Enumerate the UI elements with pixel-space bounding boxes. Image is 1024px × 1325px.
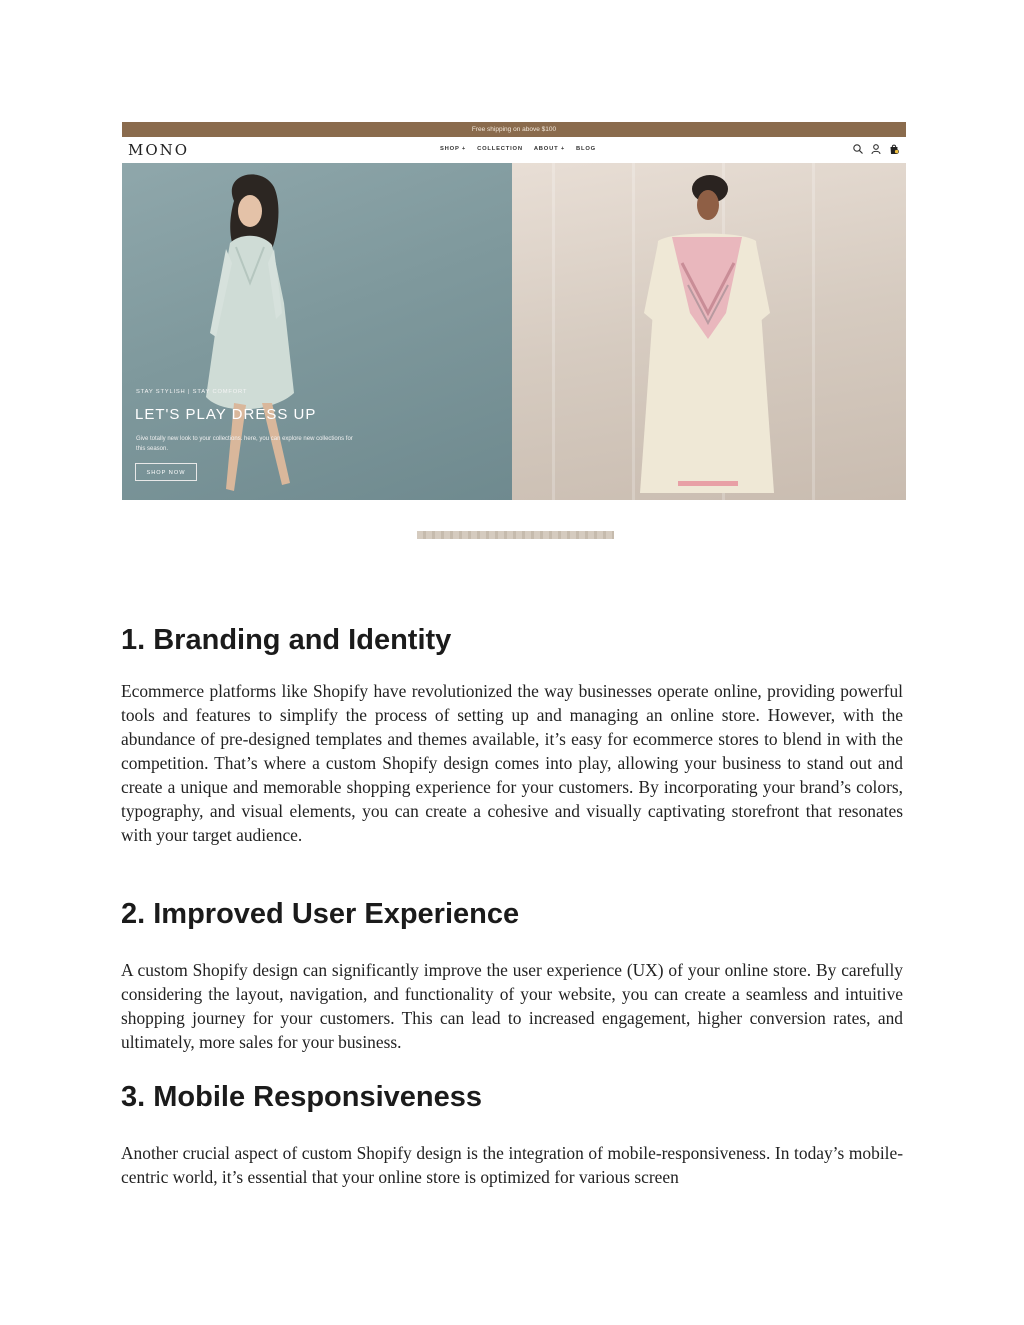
search-icon[interactable] [852, 143, 864, 155]
hero-kicker: STAY STYLISH | STAY COMFORT [136, 389, 248, 395]
section-body-user-experience: A custom Shopify design can significantly improve the user experience (UX) of your online store. By carefully considering the layout, navigation, and functionality of your website, you can create a seamless and intuitive shopping journey for your customers. This can lead to increased engagement, higher conversion rates, and ultimately, more sales for your business. [121, 960, 903, 1052]
hero-photo-right [512, 163, 906, 500]
section-body-mobile: Another crucial aspect of custom Shopify design is the integration of mobile-responsiveness. In today’s mobile-centric world, it’s essential that your online store is optimized for various screen [121, 1143, 903, 1187]
section-body-branding: Ecommerce platforms like Shopify have revolutionized the way businesses operate online, providing powerful tools and features to simplify the process of setting up and managing an online store. However, with the abundance of pre-designed templates and themes available, it’s easy for ecommerce stores to blend in with the competition. That’s where a custom Shopify design comes into play, allowing your business to stand out and create a unique and memorable shopping experience for your customers. By incorporating your brand’s colors, typography, and visual elements, you can create a cohesive and visually captivating storefront that resonates with your target audience. [121, 681, 903, 845]
nav-collection[interactable]: COLLECTION [477, 146, 523, 152]
store-header [122, 137, 906, 163]
hero-photo-left [122, 163, 512, 500]
shop-now-button[interactable]: SHOP NOW [135, 463, 197, 481]
hero-banner [122, 163, 906, 500]
cart-icon[interactable] [888, 143, 900, 155]
hero-title: LET'S PLAY DRESS UP [135, 406, 317, 423]
storefront-screenshot [122, 122, 906, 500]
nav-about[interactable]: ABOUT + [533, 146, 566, 152]
account-icon[interactable] [870, 143, 882, 155]
store-logo[interactable]: MONO [128, 141, 190, 159]
section-heading-mobile: 3. Mobile Responsiveness [121, 1081, 483, 1113]
section-heading-user-experience: 2. Improved User Experience [121, 898, 520, 930]
image-thumbnail-strip [417, 531, 614, 539]
section-heading-branding: 1. Branding and Identity [121, 624, 452, 656]
hero-text: Give totally new look to your collections. here, you can explore new collections for this season. [136, 436, 353, 452]
store-nav [440, 146, 596, 152]
model-right-illustration [512, 163, 906, 500]
header-icons [852, 143, 900, 155]
nav-shop[interactable]: SHOP + [440, 146, 467, 152]
nav-blog[interactable]: BLOG [576, 146, 596, 152]
announcement-bar: Free shipping on above $100 [122, 122, 906, 137]
